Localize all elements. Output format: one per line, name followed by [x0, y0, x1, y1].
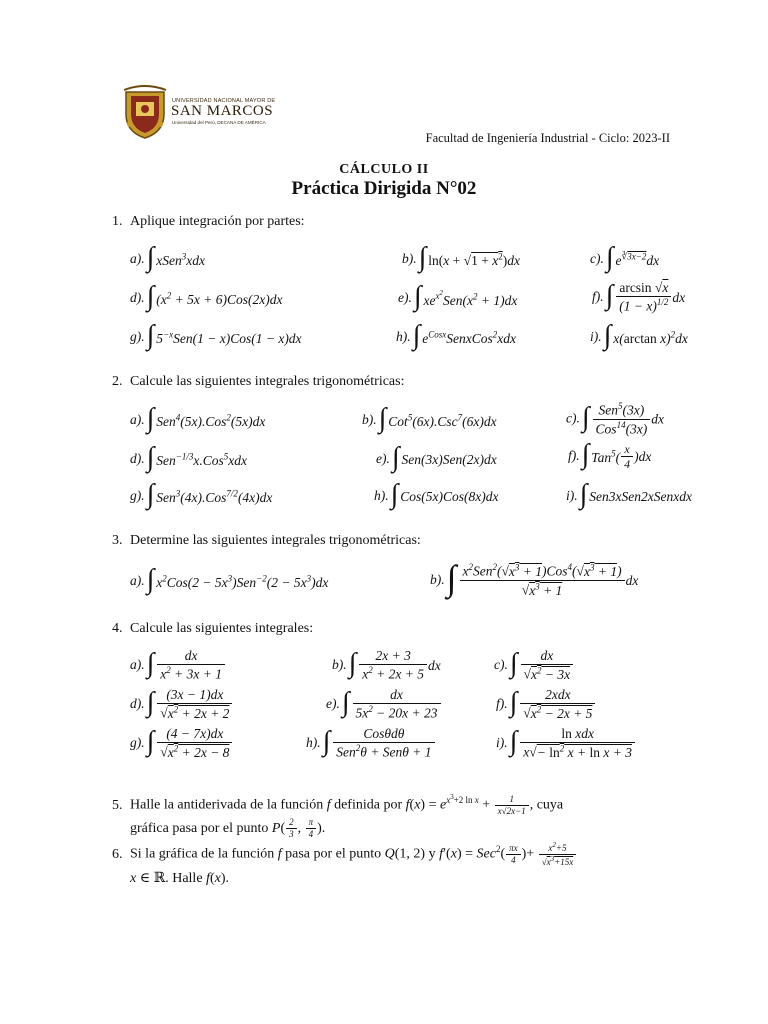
question-6: 6. Si la gráfica de la función f pasa por el punto Q(1, 2) y f′(x) = Sec$^2$( $\frac{\pi x}{4}$ )+ $\frac{x^2+5}{√x^3+15x}$ x ∈ ℝ. Halle f(x).	[112, 838, 672, 890]
q1-item-c: c).∫ $e^{∛3x-2}dx$	[590, 242, 660, 273]
q1-item-f: f).∫ $\frac{\arcsin √x}{(1 - x)^{1/2}}$ dx	[592, 279, 686, 314]
q2-item-b: b).∫ Cot$^5$(6x).Csc$^7$(6x)dx	[362, 403, 497, 434]
q2-item-e: e).∫ Sen(3x)Sen(2x)dx	[376, 442, 497, 473]
q2-item-h: h).∫ Cos(5x)Cos(8x)dx	[374, 479, 499, 510]
question-5: 5. Halle la antiderivada de la función f definida por $f(x) = e^{x^3+2 ln x}$ + $\frac{1}{x√2x-1}$ , cuya gráfica pasa por el punto P( $\frac{2}{3}$ , $\frac{\pi}{4}$ ).	[112, 793, 564, 839]
q4-item-a: a).∫ $\frac{dx}{x^2 + 3x + 1}$	[130, 648, 226, 684]
q4-item-f: f).∫ $\frac{\text{2xdx}}{√x^2 - 2x + 5}$	[496, 687, 596, 723]
q1-item-a: a).∫ xSen$^3$xdx	[130, 242, 206, 273]
course-title: CÁLCULO II	[339, 162, 429, 177]
faculty-line: Facultad de Ingeniería Industrial - Ciclo: 2023-II	[425, 131, 670, 145]
q1-item-d: d).∫ $(x^2 + 5x + 6)Cos(2x)dx$	[130, 281, 283, 312]
logo-big-text: SAN MARCOS	[171, 103, 274, 119]
q1-item-i: i).∫ x(arctan x)$^2$dx	[590, 320, 688, 351]
q4-item-b: b).∫ $\frac{2x + 3}{x^2 + 2x + 5}$ dx	[332, 647, 441, 682]
q4-item-h: h).∫ $\frac{\text{Cosθdθ}}{Sen^2\theta + Sen\theta + 1}$	[306, 726, 436, 762]
q2-item-i: i).∫ Sen3xSen2xSenxdx	[566, 479, 692, 510]
logo-sub-text: Universidad del Perú, DECANA DE AMÉRICA	[172, 120, 266, 125]
q1-item-b: b).∫ $\ln(x + √1 + x^2)dx$	[402, 242, 520, 273]
q4-item-e: e).∫ $\frac{dx}{5x^2 - 20x + 23}$	[326, 687, 442, 723]
q3-item-b: b).∫ $\frac{x^2Sen^2(√x^3 + 1)Cos^4(√x^3 + 1)}{√x^3 + 1}$ dx	[430, 558, 639, 598]
q2-item-a: a).∫ Sen$^4$(5x).Cos$^2$(5x)dx	[130, 403, 266, 434]
q4-item-i: i).∫ $\frac{\text{ln xdx}}{x√- \ln^2 x + \ln x + 3}$	[496, 726, 636, 762]
q1-item-e: e).∫ $xe^{x^2}Sen(x^2 + 1)dx$	[398, 281, 518, 312]
q4-item-g: g).∫ $\frac{(4 - 7x)dx}{√x^2 + 2x - 8}$	[130, 726, 233, 762]
question-2-heading: 2. Calcule las siguientes integrales trigonométricas:	[112, 374, 405, 389]
q2-item-g: g).∫ Sen$^3$(4x).Cos$^{7/2}$(4x)dx	[130, 479, 273, 510]
university-logo	[118, 84, 276, 140]
q3-item-a: a).∫ $x^2Cos(2 - 5x^3)Sen^{-2}(2 - 5x^3)dx$	[130, 564, 329, 595]
q4-item-d: d).∫ $\frac{(3x - 1)dx}{√x^2 + 2x + 2}$	[130, 687, 233, 723]
question-1-heading: 1. Aplique integración por partes:	[112, 214, 305, 229]
q1-item-h: h).∫ $e^{Cosx}SenxCos^2xdx$	[396, 320, 517, 351]
question-3-heading: 3. Determine las siguientes integrales trigonométricas:	[112, 533, 421, 548]
q2-item-d: d).∫ Sen$^{-1/3}$x.Cos$^5$xdx	[130, 442, 247, 473]
q1-item-g: g).∫ $5^{-x}Sen(1 - x)Cos(1 - x)dx$	[130, 320, 302, 351]
q2-item-c: c).∫ $\frac{Sen^5(3x)}{Cos^{14}(3x)}$ dx	[566, 401, 665, 437]
logo-small-text: UNIVERSIDAD NACIONAL MAYOR DE	[172, 98, 276, 104]
seal-icon	[122, 84, 168, 140]
q2-item-f: f).∫ Tan$^5$( $\frac{x}{4}$ )dx	[568, 439, 652, 472]
practice-title: Práctica Dirigida N°02	[291, 178, 477, 199]
q4-item-c: c).∫ $\frac{dx}{√x^2 - 3x}$	[494, 648, 574, 684]
question-4-heading: 4. Calcule las siguientes integrales:	[112, 621, 314, 636]
